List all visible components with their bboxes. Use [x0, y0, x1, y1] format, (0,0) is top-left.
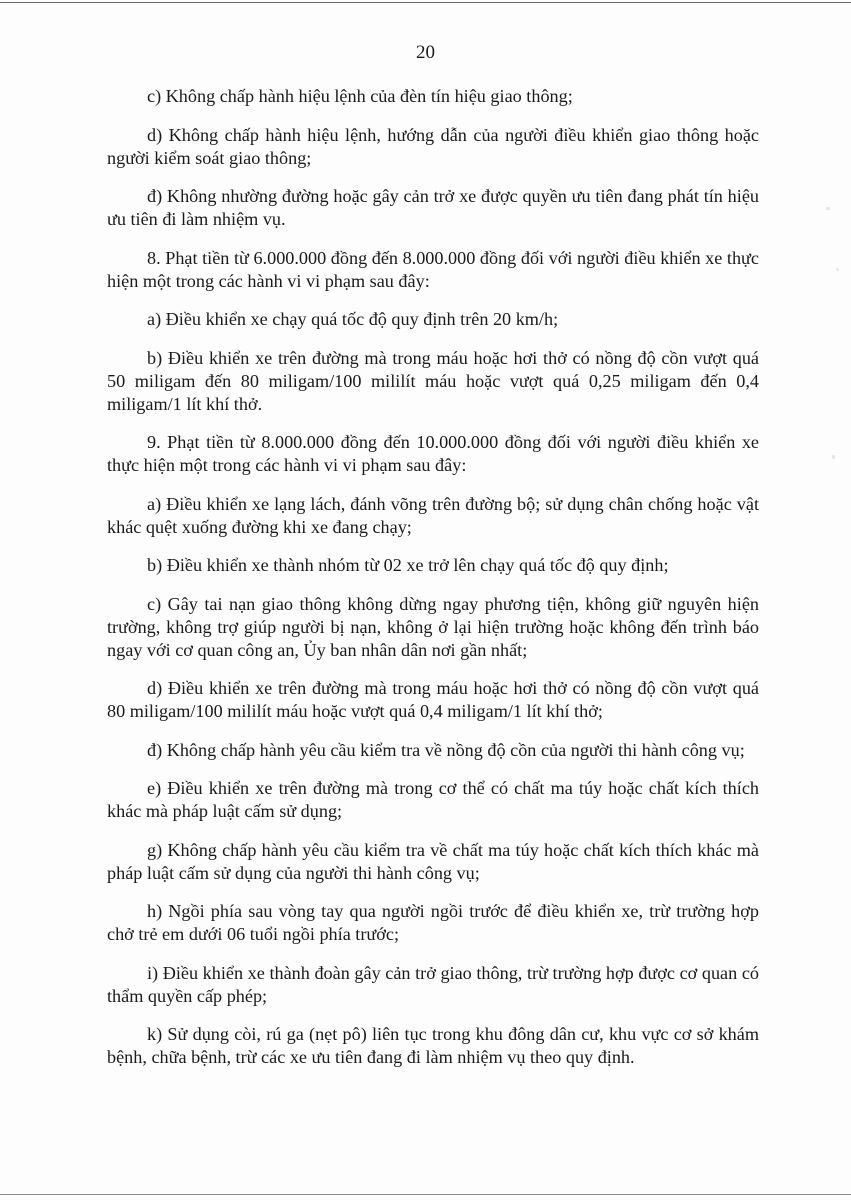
- paragraph-clause-8: 8. Phạt tiền từ 6.000.000 đồng đến 8.000.000 đồng đối với người điều khiển xe thực hiện một trong các hành vi vi phạm sau đây:: [107, 247, 759, 291]
- document-body: [107, 85, 759, 1085]
- paragraph-8a-speeding: a) Điều khiển xe chạy quá tốc độ quy định trên 20 km/h;: [147, 309, 559, 329]
- paragraph-9g-drug-test: g) Không chấp hành yêu cầu kiểm tra về chất ma túy hoặc chất kích thích khác mà pháp luật cấm sử dụng của người thi hành công vụ;: [107, 839, 759, 883]
- page-number: 20: [416, 42, 435, 63]
- paragraph-8b-alcohol: b) Điều khiển xe trên đường mà trong máu hoặc hơi thở có nồng độ cồn vượt quá 50 miligam đến 80 miligam/100 mililít máu hoặc vượt quá 0,25 miligam đến 0,4 miligam/1 lít khí thở.: [107, 347, 759, 414]
- paragraph-dd-priority-vehicle: đ) Không nhường đường hoặc gây cản trở xe được quyền ưu tiên đang phát tín hiệu ưu tiên đi làm nhiệm vụ.: [107, 186, 759, 229]
- bottom-border-line: [0, 1194, 851, 1195]
- paragraph-d-traffic-controller: d) Không chấp hành hiệu lệnh, hướng dẫn của người điều khiển giao thông hoặc người kiểm soát giao thông;: [107, 124, 759, 168]
- paragraph-9a-weaving: a) Điều khiển xe lạng lách, đánh võng trên đường bộ; sử dụng chân chống hoặc vật khác quệt xuống đường khi xe đang chạy;: [107, 493, 759, 537]
- paragraph-9h-rear-seat: h) Ngồi phía sau vòng tay qua người ngồi trước để điều khiển xe, trừ trường hợp chở trẻ em dưới 06 tuổi ngồi phía trước;: [107, 901, 759, 944]
- paragraph-9i-convoy: i) Điều khiển xe thành đoàn gây cản trở giao thông, trừ trường hợp được cơ quan có thẩm quyền cấp phép;: [107, 962, 759, 1006]
- top-border-line: [0, 2, 851, 3]
- paragraph-9e-drugs: e) Điều khiển xe trên đường mà trong cơ thể có chất ma túy hoặc chất kích thích khác mà pháp luật cấm sử dụng;: [107, 778, 759, 821]
- scan-speck: [836, 268, 839, 271]
- scan-speck: [832, 455, 835, 459]
- paragraph-c-traffic-signal: c) Không chấp hành hiệu lệnh của đèn tín hiệu giao thông;: [147, 86, 573, 106]
- paragraph-9d-alcohol: d) Điều khiển xe trên đường mà trong máu hoặc hơi thở có nồng độ cồn vượt quá 80 miligam/100 mililít máu hoặc vượt quá 0,4 miligam/1 lít khí thở;: [107, 678, 759, 721]
- paragraph-9dd-alcohol-test: đ) Không chấp hành yêu cầu kiểm tra về nồng độ cồn của người thi hành công vụ;: [147, 739, 745, 760]
- paragraph-clause-9: 9. Phạt tiền từ 8.000.000 đồng đến 10.000.000 đồng đối với người điều khiển xe thực hiện một trong các hành vi vi phạm sau đây:: [107, 432, 759, 475]
- paragraph-9c-accident: c) Gây tai nạn giao thông không dừng ngay phương tiện, không giữ nguyên hiện trường, không trợ giúp người bị nạn, không ở lại hiện trường hoặc không đến trình báo ngay với cơ quan công an, Ủy ban nhân dân nơi gần nhất;: [107, 593, 759, 660]
- scan-speck: [826, 207, 830, 210]
- paragraph-9k-horn: k) Sử dụng còi, rú ga (nẹt pô) liên tục trong khu đông dân cư, khu vực cơ sở khám bệnh, chữa bệnh, trừ các xe ưu tiên đang đi làm nhiệm vụ theo quy định.: [107, 1024, 759, 1067]
- paragraph-9b-group-speeding: b) Điều khiển xe thành nhóm từ 02 xe trở lên chạy quá tốc độ quy định;: [147, 555, 669, 575]
